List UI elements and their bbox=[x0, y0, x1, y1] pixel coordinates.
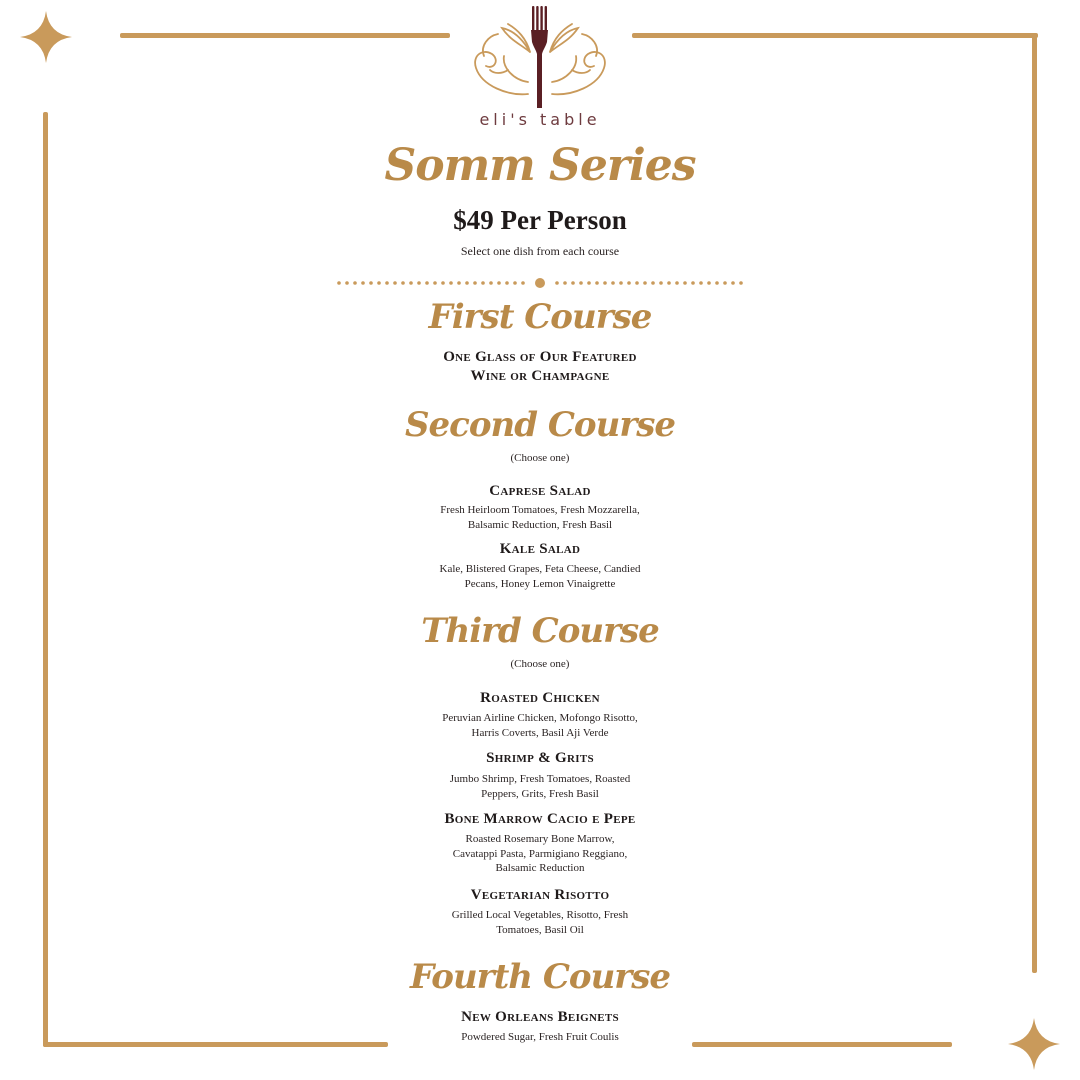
desc-line: Powdered Sugar, Fresh Fruit Coulis bbox=[461, 1031, 619, 1043]
kale-salad-description bbox=[410, 562, 670, 591]
desc-line: Kale, Blistered Grapes, Feta Cheese, Candied bbox=[439, 563, 641, 575]
bone-marrow-cacio-e-pepe-description bbox=[410, 832, 670, 876]
fourth-course-heading: Fourth Course bbox=[410, 957, 670, 997]
third-course-choose-note: (Choose one) bbox=[510, 658, 570, 670]
sparkle-top-left-icon bbox=[20, 11, 72, 63]
desc-line: Balsamic Reduction, Fresh Basil bbox=[467, 518, 613, 531]
desc-line: Grilled Local Vegetables, Risotto, Fresh bbox=[451, 909, 629, 921]
fork-flourish-icon bbox=[468, 4, 612, 108]
menu-title: Somm Series bbox=[384, 140, 696, 191]
roasted-chicken-description bbox=[410, 711, 670, 740]
price-per-person: $49 Per Person bbox=[453, 205, 627, 235]
desc-line: Pecans, Honey Lemon Vinaigrette bbox=[464, 577, 616, 590]
roasted-chicken-name: Roasted Chicken bbox=[480, 690, 600, 706]
desc-line: Fresh Heirloom Tomatoes, Fresh Mozzarella, bbox=[440, 504, 640, 516]
new-orleans-beignets-description bbox=[410, 1030, 670, 1045]
desc-line: Cavatappi Pasta, Parmigiano Reggiano, bbox=[452, 847, 628, 860]
desc-line: Tomatoes, Basil Oil bbox=[496, 923, 584, 936]
second-course-heading: Second Course bbox=[404, 405, 676, 445]
bone-marrow-cacio-e-pepe-name: Bone Marrow Cacio e Pepe bbox=[444, 811, 636, 827]
vegetarian-risotto-name: Vegetarian Risotto bbox=[470, 887, 610, 903]
caprese-salad-description bbox=[410, 503, 670, 532]
desc-line: Jumbo Shrimp, Fresh Tomatoes, Roasted bbox=[449, 773, 631, 785]
vegetarian-risotto-description bbox=[410, 908, 670, 937]
frame-top-left-line bbox=[120, 33, 450, 38]
dotted-divider bbox=[336, 276, 744, 290]
shrimp-and-grits-name: Shrimp & Grits bbox=[486, 750, 594, 766]
desc-line: Balsamic Reduction bbox=[495, 862, 585, 874]
second-course-choose-note: (Choose one) bbox=[510, 452, 570, 464]
featured-wine-line-2: Wine or Champagne bbox=[470, 368, 610, 384]
desc-line: Roasted Rosemary Bone Marrow, bbox=[465, 833, 615, 845]
desc-line: Harris Coverts, Basil Aji Verde bbox=[471, 726, 609, 739]
brand-name: eli's table bbox=[479, 110, 601, 129]
third-course-heading: Third Course bbox=[421, 611, 659, 651]
desc-line: Peruvian Airline Chicken, Mofongo Risotto, bbox=[442, 712, 638, 724]
selection-instruction: Select one dish from each course bbox=[460, 244, 620, 258]
first-course-heading: First Course bbox=[428, 297, 652, 337]
frame-bottom-right-line bbox=[692, 1042, 952, 1047]
frame-top-right-line bbox=[632, 33, 1038, 38]
restaurant-logo bbox=[468, 4, 612, 132]
new-orleans-beignets-name: New Orleans Beignets bbox=[461, 1009, 619, 1025]
caprese-salad-name: Caprese Salad bbox=[489, 483, 591, 499]
frame-bottom-left-line bbox=[43, 1042, 388, 1047]
featured-wine-line-1: One Glass of Our Featured bbox=[443, 349, 637, 365]
kale-salad-name: Kale Salad bbox=[499, 541, 581, 557]
shrimp-and-grits-description bbox=[410, 772, 670, 801]
desc-line: Peppers, Grits, Fresh Basil bbox=[481, 787, 599, 800]
